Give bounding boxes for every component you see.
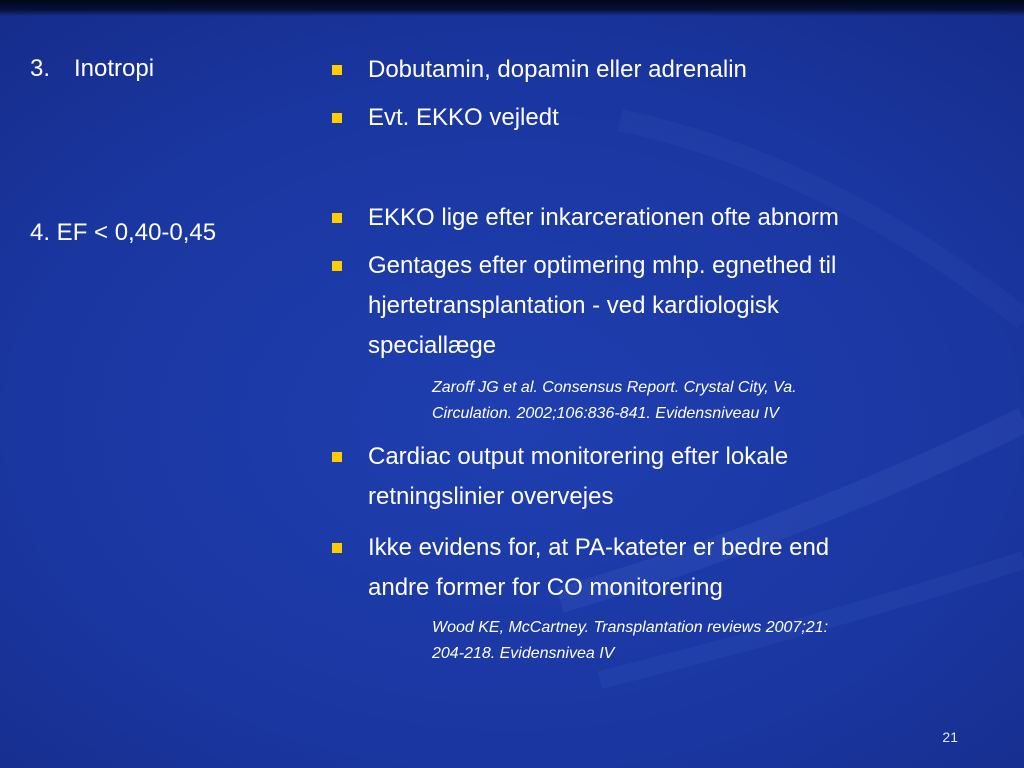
bullet-text-line: Ikke evidens for, at PA-kateter er bedre end (368, 534, 830, 561)
reference-citation: Wood KE, McCartney. Transplantation reviews 2007;21: (432, 619, 829, 636)
bullet-square-icon (332, 213, 342, 223)
bullet-square-icon (332, 113, 342, 123)
bullet-text-line: Gentages efter optimering mhp. egnethed til (368, 252, 837, 279)
bullet-square-icon (332, 543, 342, 553)
left-item-inotropi (30, 50, 154, 88)
left-item-ef (30, 214, 216, 252)
reference-citation: Zaroff JG et al. Consensus Report. Crystal City, Va. (432, 379, 797, 396)
left-item-label: 4. EF < 0,40-0,45 (30, 219, 217, 246)
bullet-text-line: hjertetransplantation - ved kardiologisk (368, 292, 779, 319)
left-item-number: 3. (30, 55, 51, 82)
bullet-text: Evt. EKKO vejledt (368, 104, 559, 131)
bullet-text: Dobutamin, dopamin eller adrenalin (368, 56, 747, 83)
reference-citation: 204-218. Evidensnivea IV (432, 645, 615, 662)
page-number: 21 (942, 729, 958, 745)
bullet-text-line: andre former for CO monitorering (368, 574, 723, 601)
bullet-text-line: Cardiac output monitorering efter lokale (368, 443, 789, 470)
left-item-label: Inotropi (74, 55, 155, 82)
reference-citation: Circulation. 2002;106:836-841. Evidensniveau IV (432, 405, 779, 422)
bullet-square-icon (332, 261, 342, 271)
bullet-text: EKKO lige efter inkarcerationen ofte abnorm (368, 204, 839, 231)
bullet-square-icon (332, 65, 342, 75)
bullet-text-line: speciallæge (368, 332, 497, 359)
bullet-text-line: retningslinier overvejes (368, 483, 614, 510)
bullet-square-icon (332, 452, 342, 462)
